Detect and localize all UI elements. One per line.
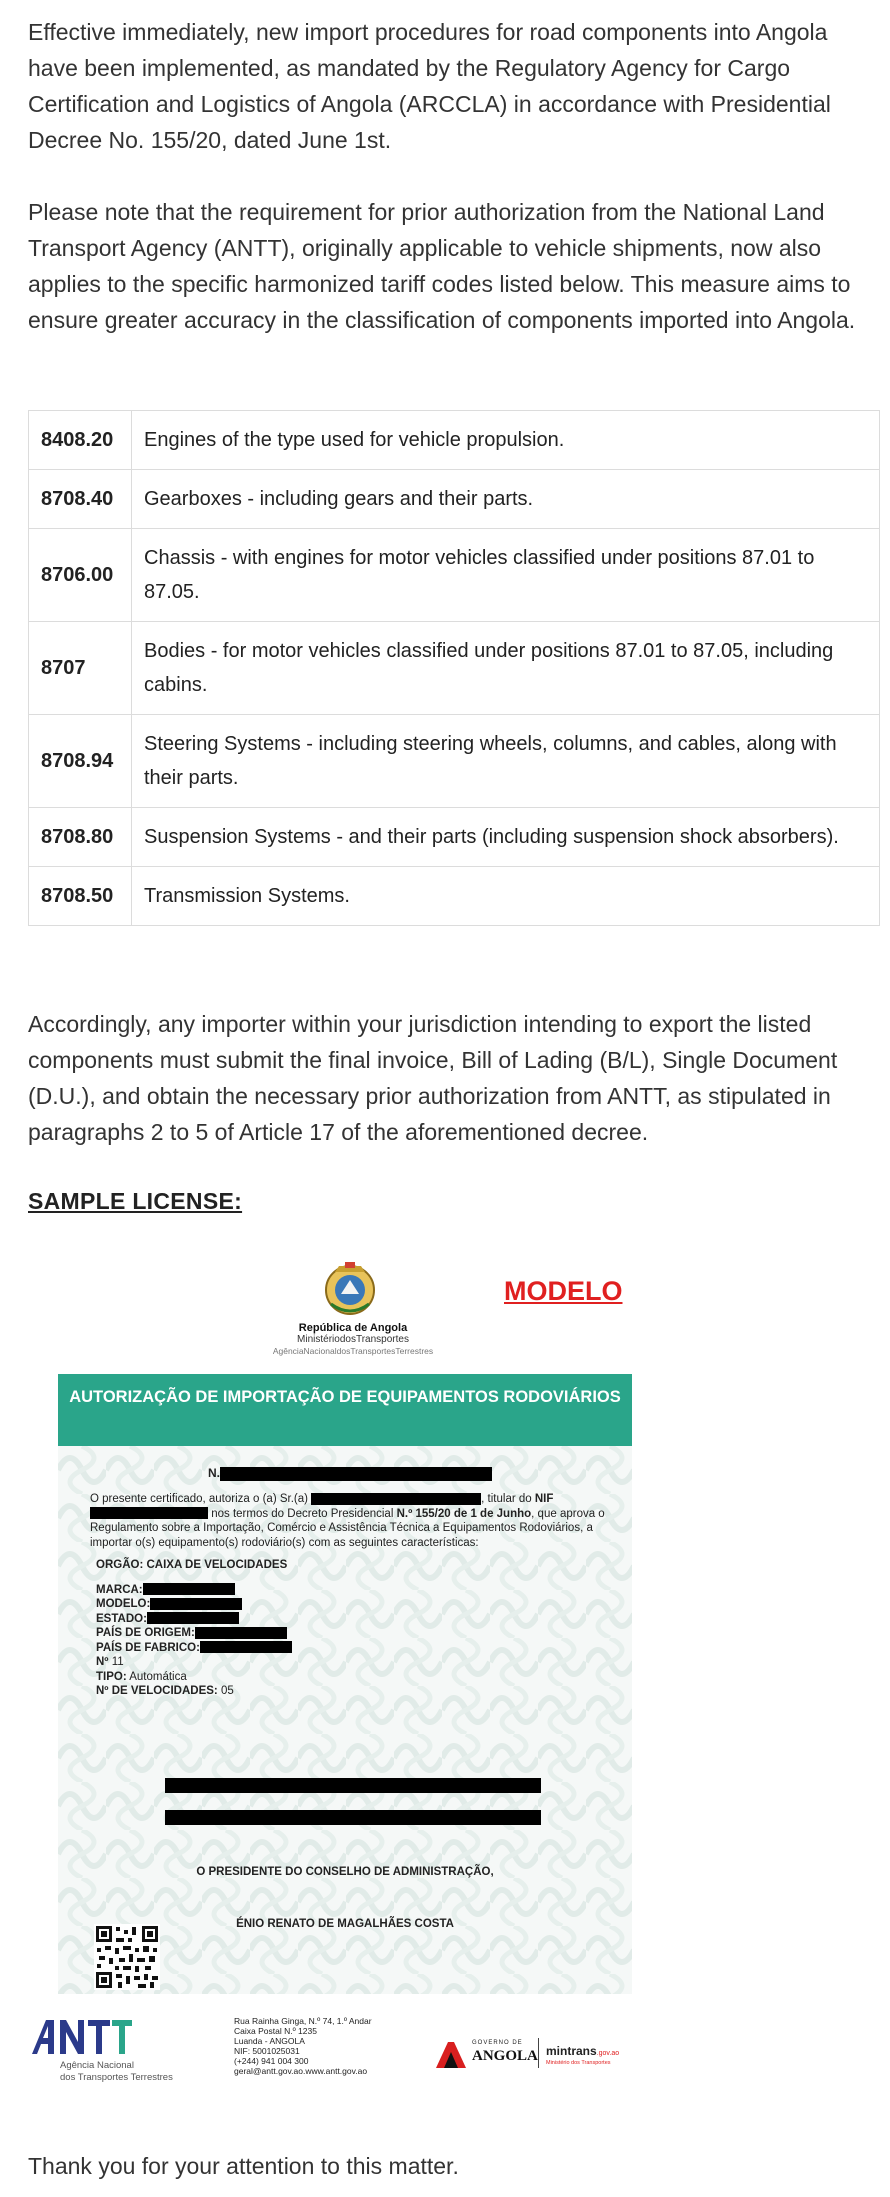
redaction-bar — [90, 1507, 208, 1519]
body-part-3: nos termos do Decreto Presidencial — [211, 1507, 394, 1520]
marca-label: MARCA: — [96, 1583, 143, 1596]
redaction-bar — [143, 1583, 235, 1595]
address-line: Luanda - ANGOLA — [234, 2036, 305, 2046]
modelo-label: MODELO: — [96, 1598, 151, 1610]
mintrans-subtitle: Ministério dos Transportes — [546, 2060, 611, 2066]
pais-fabrico-label: PAÍS DE FABRICO: — [96, 1641, 200, 1654]
certificate — [58, 1374, 632, 1994]
gov-name: ANGOLA — [472, 2048, 538, 2064]
redaction-bar — [195, 1627, 287, 1639]
estado-label: ESTADO: — [96, 1612, 147, 1625]
tariff-code: 8408.20 — [29, 411, 132, 470]
certificate-title: AUTORIZAÇÃO DE IMPORTAÇÃO DE EQUIPAMENTOS RODOVIÁRIOS — [58, 1374, 632, 1446]
table-row — [29, 867, 880, 926]
address-line: (+244) 941 004 300 — [234, 2056, 309, 2066]
president-name: ÉNIO RENATO DE MAGALHÃES COSTA — [236, 1918, 454, 1930]
agency-address — [234, 2016, 372, 2076]
address-line: geral@antt.gov.ao.www.antt.gov.ao — [234, 2066, 368, 2076]
logo-divider — [538, 2038, 539, 2068]
requirements-paragraph: Accordingly, any importer within your jurisdiction intending to export the listed components must submit the final invoice, Bill of Lading (B/L), Single Document (D.U.), and obtain the necessary prior authorization from ANTT, as stipulated in paragraphs 2 to 5 of Article 17 of the aforementioned decree. — [28, 1011, 838, 1145]
qr-code-icon — [94, 1924, 160, 1990]
redaction-bar — [165, 1778, 541, 1793]
tariff-code: 8708.80 — [29, 808, 132, 867]
address-line: Rua Rainha Ginga, N.º 74, 1.º Andar — [234, 2016, 372, 2026]
pais-origem-label: PAÍS DE ORIGEM: — [96, 1627, 195, 1639]
tariff-description: Gearboxes - including gears and their parts. — [132, 470, 880, 529]
tariff-code: 8708.94 — [29, 715, 132, 808]
redaction-bar — [311, 1493, 481, 1505]
numero-value: 11 — [111, 1656, 124, 1668]
tariff-code: 8708.50 — [29, 867, 132, 926]
certificate-body — [90, 1492, 620, 1550]
authorization-paragraph: Please note that the requirement for prior authorization from the National Land Transport Agency (ANTT), originally applicable to vehicle shipments, now also applies to the specific harmonized tariff codes listed below. This measure aims to ensure greater accuracy in the classification of components imported into Angola. — [28, 199, 856, 333]
redaction-bar — [147, 1612, 239, 1624]
tariff-description: Engines of the type used for vehicle propulsion. — [132, 411, 880, 470]
tariff-code: 8706.00 — [29, 529, 132, 622]
antt-logo-icon — [30, 2014, 132, 2058]
tariff-description: Suspension Systems - and their parts (including suspension shock absorbers). — [132, 808, 880, 867]
mintrans-name: mintrans — [546, 2044, 597, 2058]
closing-paragraph: Thank you for your attention to this matter. — [28, 2153, 459, 2179]
tariff-table — [28, 410, 880, 926]
tariff-description: Steering Systems - including steering wheels, columns, and cables, along with their parts. — [132, 715, 880, 808]
table-row — [29, 470, 880, 529]
modelo-watermark: MODELO — [504, 1276, 623, 1306]
angola-emblem-icon — [321, 1260, 379, 1318]
sample-license-heading: SAMPLE LICENSE: — [28, 1188, 243, 1214]
republic-label: República de Angola — [298, 1322, 408, 1334]
table-row — [29, 808, 880, 867]
numero-label: Nº — [96, 1656, 109, 1668]
body-part-2: , titular do — [481, 1493, 532, 1505]
body-part-1: O presente certificado, autoriza o (a) Sr.(a) — [90, 1493, 308, 1505]
gov-tag: GOVERNO DE — [472, 2040, 523, 2046]
address-line: Caixa Postal N.º 1235 — [234, 2026, 317, 2036]
table-row — [29, 715, 880, 808]
agency-label: AgênciaNacionaldosTransportesTerrestres — [272, 1346, 434, 1356]
orgao-field: ORGÃO: CAIXA DE VELOCIDADES — [96, 1559, 288, 1571]
tipo-value: Automática — [129, 1670, 187, 1683]
tariff-description: Chassis - with engines for motor vehicles classified under positions 87.01 to 87.05. — [132, 529, 880, 622]
antt-caption-line-2: dos Transportes Terrestres — [60, 2072, 173, 2083]
tariff-code: 8708.40 — [29, 470, 132, 529]
velocidades-label: Nº DE VELOCIDADES: — [96, 1685, 218, 1697]
mintrans-logo — [546, 2044, 619, 2058]
sample-license-image — [28, 1250, 628, 2095]
table-row — [29, 411, 880, 470]
redaction-bar — [220, 1467, 492, 1481]
table-row — [29, 529, 880, 622]
license-header — [28, 1250, 628, 1365]
mintrans-domain: .gov.ao — [596, 2050, 620, 2057]
tariff-description: Bodies - for motor vehicles classified under positions 87.01 to 87.05, including cabins. — [132, 622, 880, 715]
ministry-label: MinistériodosTransportes — [297, 1334, 409, 1345]
velocidades-value: 05 — [220, 1685, 234, 1697]
equipment-fields — [96, 1558, 496, 1699]
table-row — [29, 622, 880, 715]
address-line: NIF: 5001025031 — [234, 2046, 300, 2056]
intro-paragraph: Effective immediately, new import procedures for road components into Angola have been implemented, as mandated by the Regulatory Agency for Cargo Certification and Logistics of Angola (ARCCLA) in accordance with Presidential Decree No. 155/20, dated June 1st. — [28, 19, 831, 153]
body-part-4: , que aprova o Regulamento sobre a Importação, Comércio e Assistência Técnica a Equipamentos Rodoviários, a importar o(s) equipamento(s) rodoviário(s) com as seguintes características: — [90, 1507, 605, 1549]
number-label: N. — [208, 1466, 220, 1480]
certificate-number — [208, 1466, 492, 1481]
redaction-bar — [165, 1810, 541, 1825]
decree-reference: N.º 155/20 de 1 de Junho — [396, 1507, 532, 1520]
antt-caption-line-1: Agência Nacional — [60, 2060, 134, 2071]
tipo-label: TIPO: — [96, 1670, 127, 1683]
nif-label: NIF — [534, 1493, 554, 1505]
tariff-description: Transmission Systems. — [132, 867, 880, 926]
tariff-code: 8707 — [29, 622, 132, 715]
license-footer — [28, 2010, 628, 2085]
governo-angola-logo-icon — [434, 2040, 468, 2070]
president-title: O PRESIDENTE DO CONSELHO DE ADMINISTRAÇÃO, — [196, 1866, 494, 1878]
redaction-bar — [150, 1598, 242, 1610]
redaction-bar — [200, 1641, 292, 1653]
